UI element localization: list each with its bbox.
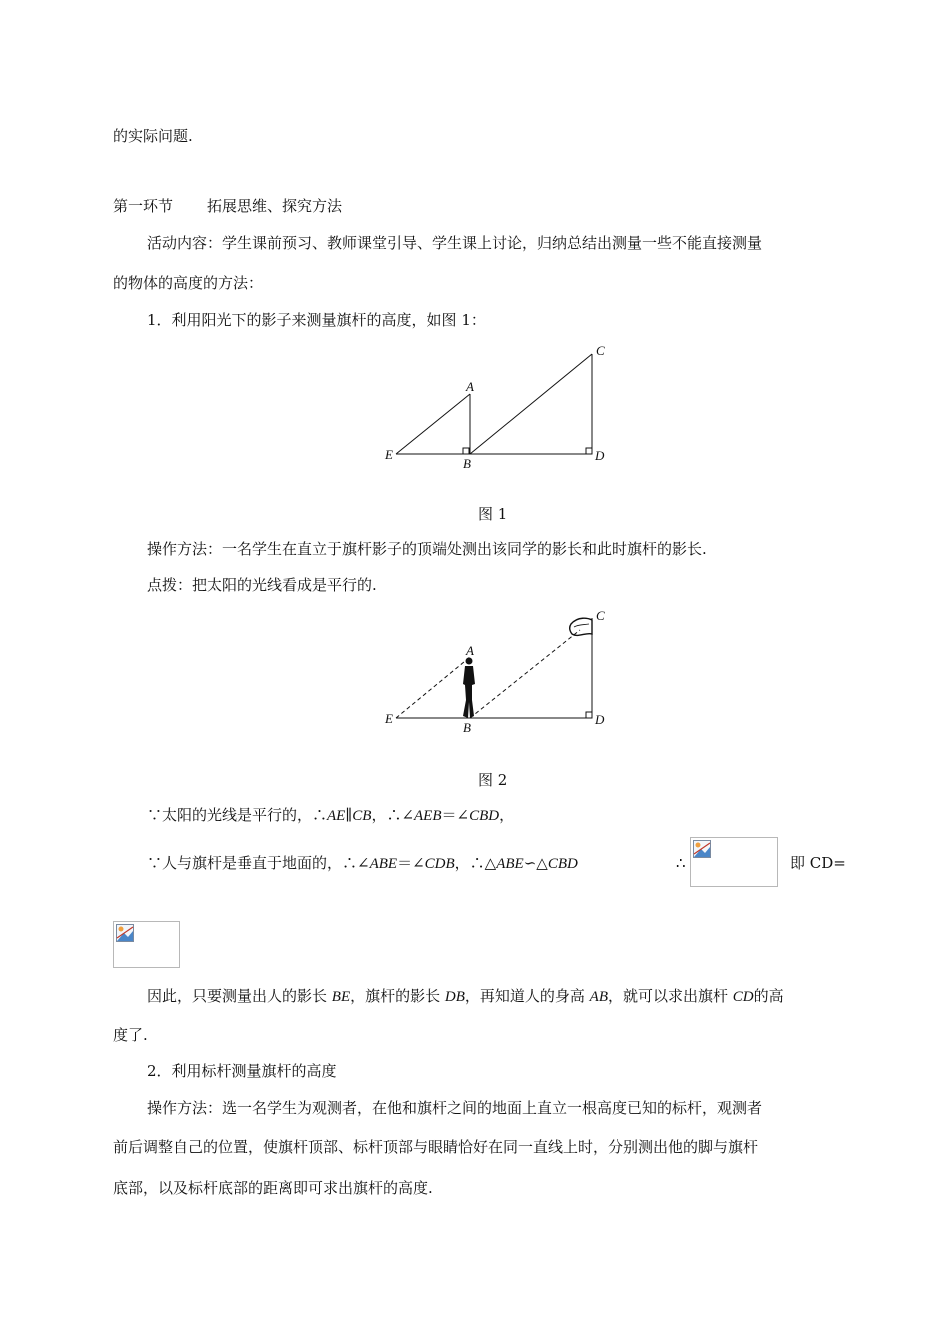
label-d: D xyxy=(595,712,605,727)
shadow-ray-ae xyxy=(396,657,470,718)
proof-text: ∵人与旗杆是垂直于地面的，∴∠ xyxy=(147,854,370,872)
sun-ray-cb xyxy=(470,630,580,718)
proof-math: ABE xyxy=(496,856,524,872)
label-a: A xyxy=(466,379,474,394)
conclusion-line-2: 度了. xyxy=(113,1026,148,1044)
broken-image-icon xyxy=(116,924,134,942)
proof-line-1 xyxy=(147,805,514,826)
method1-title: 1．利用阳光下的影子来测量旗杆的高度，如图 1： xyxy=(147,311,486,329)
conclusion-text: 的高 xyxy=(753,987,784,1005)
proof-text: ，∴△ xyxy=(454,854,497,872)
broken-image-placeholder xyxy=(113,921,180,968)
label-a: A xyxy=(466,643,474,658)
broken-image-icon xyxy=(693,840,711,858)
sun-ray-cb xyxy=(470,354,592,454)
right-angle-d xyxy=(586,712,592,718)
operation1-text: 操作方法：一名学生在直立于旗杆影子的顶端处测出该同学的影长和此时旗杆的影长. xyxy=(147,540,707,558)
conclusion-text: ，旗杆的影长 xyxy=(350,987,445,1005)
proof-text: ， xyxy=(499,806,515,824)
method2-line-2: 前后调整自己的位置，使旗杆顶部、标杆顶部与眼睛恰好在同一直线上时，分别测出他的脚与旗杆 xyxy=(113,1138,759,1156)
proof-text: ，∴∠ xyxy=(371,806,415,824)
label-b: B xyxy=(463,720,471,735)
proof-text: ＝∠ xyxy=(397,854,425,872)
figure1-diagram xyxy=(380,340,620,472)
conclusion-math: CD xyxy=(732,989,754,1005)
proof-math: AEB xyxy=(414,808,442,824)
conclusion-math: DB xyxy=(444,989,465,1005)
method2-line-1: 操作方法：选一名学生为观测者，在他和旗杆之间的地面上直立一根高度已知的标杆，观测者 xyxy=(147,1099,763,1117)
proof-math: ABE xyxy=(369,856,398,872)
proof-math: CBD xyxy=(469,808,500,824)
figure2-diagram xyxy=(380,605,620,737)
method2-title: 2．利用标杆测量旗杆的高度 xyxy=(147,1062,337,1080)
person-silhouette-icon xyxy=(463,658,475,719)
activity-line-2: 的物体的高度的方法： xyxy=(113,274,264,292)
conclusion-text: 因此，只要测量出人的影长 xyxy=(147,987,332,1005)
right-angle-b xyxy=(463,448,469,454)
proof-text: ＝∠ xyxy=(441,806,470,824)
label-b: B xyxy=(463,456,471,471)
proof-text: ∽△ xyxy=(523,854,548,872)
conclusion-line-1 xyxy=(147,986,784,1007)
label-e: E xyxy=(385,711,393,726)
broken-image-placeholder xyxy=(690,837,778,887)
figure1-caption: 图 1 xyxy=(478,505,508,523)
section-label: 第一环节 xyxy=(113,197,174,215)
proof-line-2 xyxy=(147,853,578,874)
proof-therefore: ∴ xyxy=(676,854,686,872)
hint-text: 点拨：把太阳的光线看成是平行的. xyxy=(147,576,377,594)
label-c: C xyxy=(596,343,605,358)
proof-tail: 即 CD= xyxy=(790,854,846,872)
label-d: D xyxy=(595,448,605,463)
section-title: 拓展思维、探究方法 xyxy=(207,197,343,215)
proof-math: CDB xyxy=(424,856,455,872)
flag-detail xyxy=(574,624,589,627)
conclusion-text: ，再知道人的身高 xyxy=(464,987,590,1005)
right-angle-d xyxy=(586,448,592,454)
conclusion-math: BE xyxy=(331,989,351,1005)
figure2-caption: 图 2 xyxy=(478,771,508,789)
label-c: C xyxy=(596,608,605,623)
proof-math: AE∥CB xyxy=(327,808,372,824)
shadow-ray-ae xyxy=(396,394,470,454)
method2-line-3: 底部，以及标杆底部的距离即可求出旗杆的高度. xyxy=(113,1179,433,1197)
proof-math: CBD xyxy=(547,856,578,872)
conclusion-text: ，就可以求出旗杆 xyxy=(608,987,733,1005)
intro-tail-text: 的实际问题. xyxy=(113,127,193,145)
activity-line-1: 活动内容：学生课前预习、教师课堂引导、学生课上讨论，归纳总结出测量一些不能直接测量 xyxy=(147,234,763,252)
section-heading xyxy=(113,196,342,216)
proof-text: ∵太阳的光线是平行的，∴ xyxy=(147,806,328,824)
flag-icon xyxy=(570,618,592,635)
conclusion-math: AB xyxy=(589,989,608,1005)
label-e: E xyxy=(385,447,393,462)
